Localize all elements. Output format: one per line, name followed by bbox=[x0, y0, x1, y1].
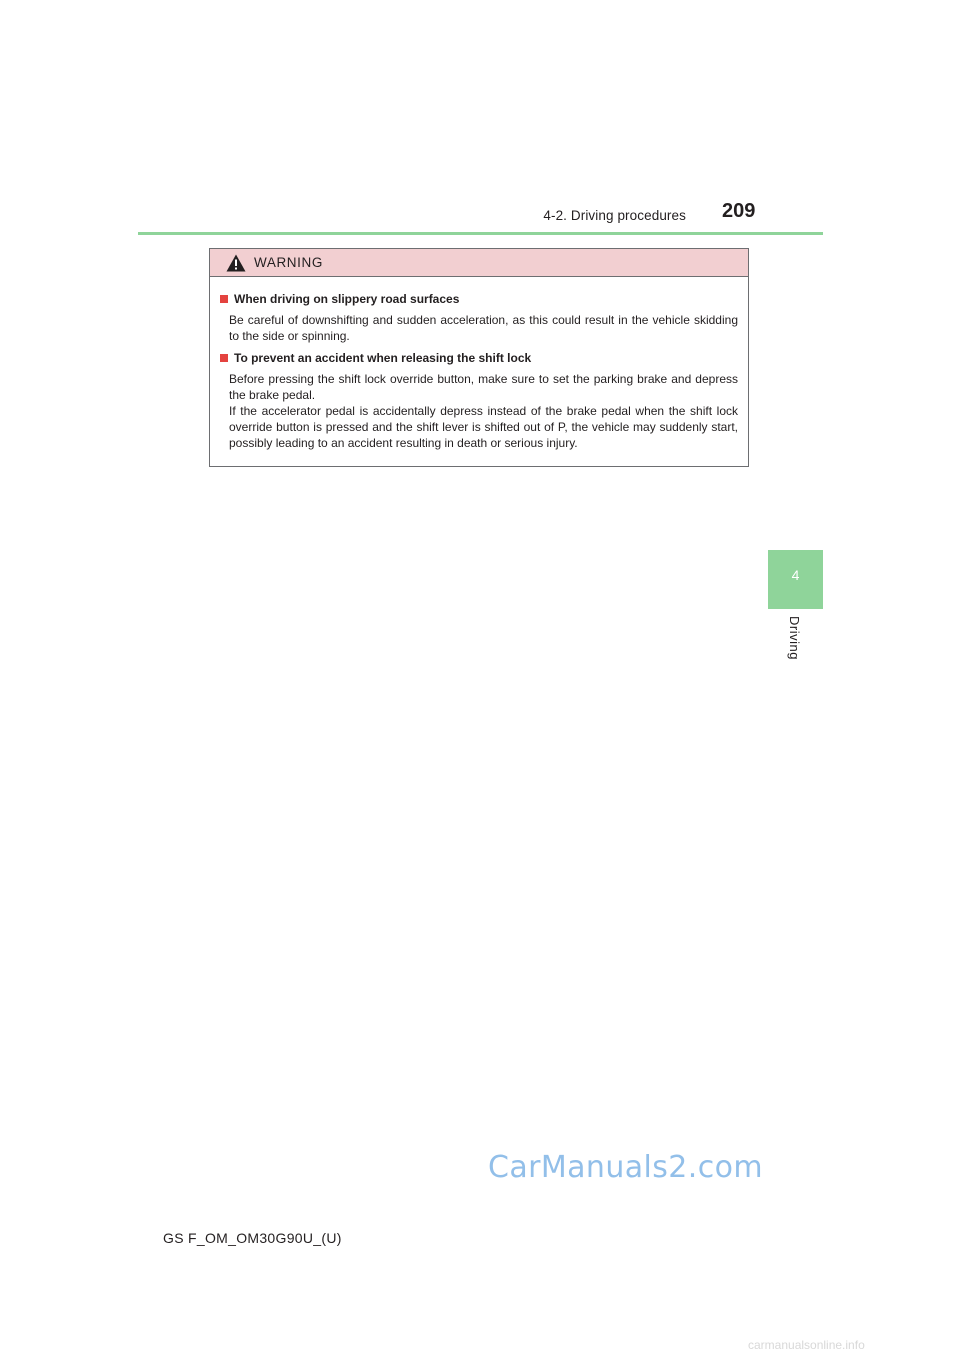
warning-item-text bbox=[220, 312, 738, 344]
manual-code: GS F_OM_OM30G90U_(U) bbox=[163, 1230, 342, 1246]
warning-item-heading-text: When driving on slippery road surfaces bbox=[234, 292, 460, 306]
red-square-bullet-icon bbox=[220, 354, 228, 362]
warning-box bbox=[209, 248, 749, 467]
warning-header bbox=[210, 249, 748, 277]
chapter-tab-number: 4 bbox=[791, 567, 800, 583]
section-title: 4-2. Driving procedures bbox=[543, 208, 686, 223]
warning-paragraph: Be careful of downshifting and sudden acceleration, as this could result in the vehicle skidding to the side or spinning. bbox=[229, 313, 738, 343]
warning-item-heading bbox=[220, 351, 738, 365]
header-rule bbox=[138, 232, 823, 235]
warning-item-heading-text: To prevent an accident when releasing the shift lock bbox=[234, 351, 532, 365]
warning-body bbox=[210, 277, 748, 451]
warning-triangle-icon bbox=[226, 254, 246, 272]
warning-paragraph: Before pressing the shift lock override button, make sure to set the parking brake and depress the brake pedal. bbox=[229, 372, 738, 402]
chapter-label: Driving bbox=[787, 616, 802, 660]
page-number: 209 bbox=[722, 200, 756, 222]
warning-paragraph: If the accelerator pedal is accidentally depress instead of the brake pedal when the shift lock override button is pressed and the shift lever is shifted out of P, the vehicle may suddenly start, possibly leading to an accident resulting in death or serious injury. bbox=[229, 404, 738, 450]
warning-item-heading bbox=[220, 292, 738, 306]
warning-item-text bbox=[220, 371, 738, 451]
watermark-logo: CarManuals2.com bbox=[488, 1150, 764, 1185]
watermark-url: carmanualsonline.info bbox=[748, 1338, 865, 1352]
red-square-bullet-icon bbox=[220, 295, 228, 303]
warning-title: WARNING bbox=[254, 255, 323, 270]
